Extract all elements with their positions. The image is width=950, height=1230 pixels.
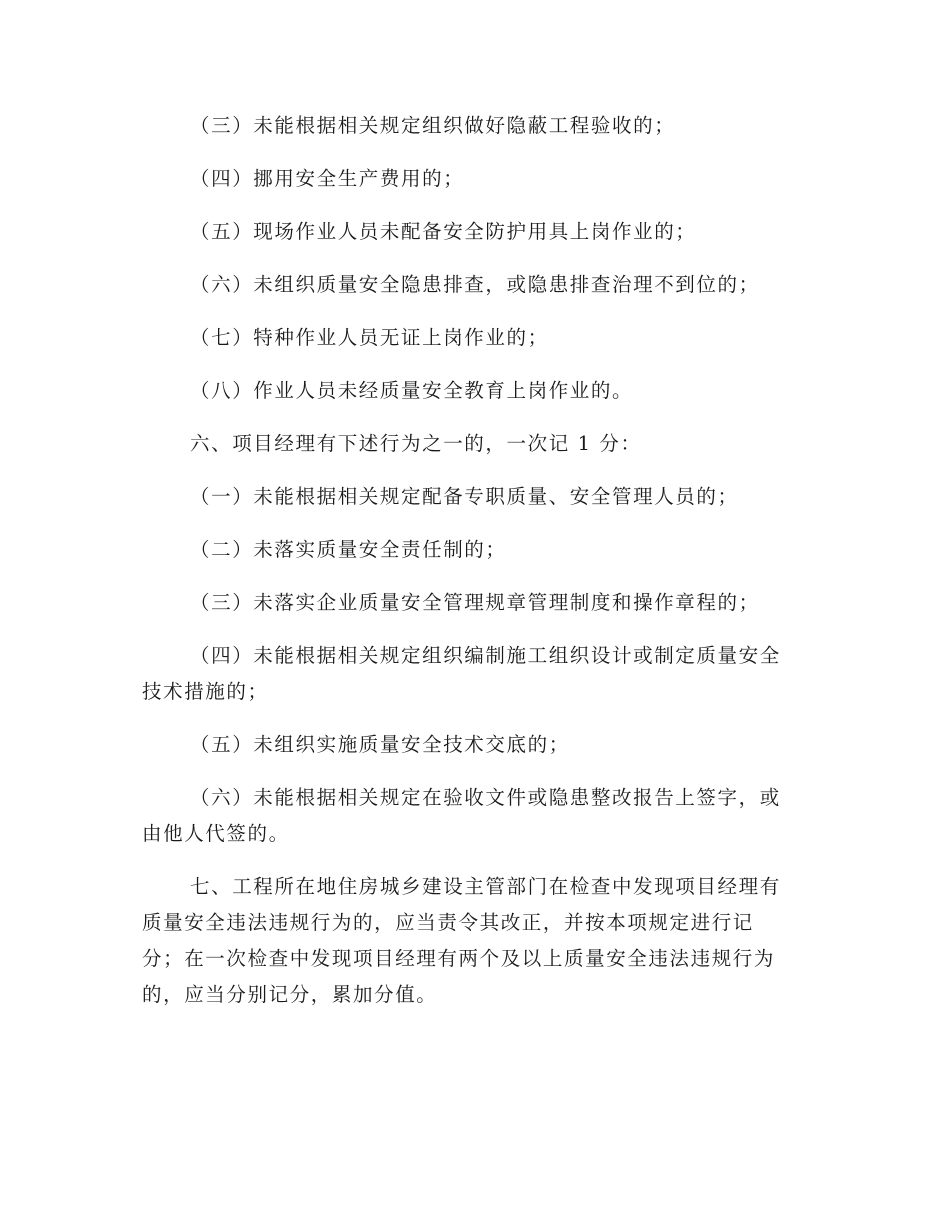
section-six-item-1: （一）未能根据相关规定配备专职质量、安全管理人员的； (190, 485, 739, 508)
section-six-item-3: （三）未落实企业质量安全管理规章管理制度和操作章程的； (190, 591, 760, 614)
section-six-item-6 (142, 780, 802, 869)
section-six-item-6-line-1: （六）未能根据相关规定在验收文件或隐患整改报告上签字，或 (190, 786, 781, 809)
list-item-3: （三）未能根据相关规定组织做好隐蔽工程验收的； (190, 114, 676, 137)
list-item-6: （六）未组织质量安全隐患排查，或隐患排查治理不到位的； (190, 273, 760, 296)
section-seven-line-4: 的，应当分别记分，累加分值。 (142, 983, 438, 1006)
list-item-8: （八）作业人员未经质量安全教育上岗作业的。 (190, 379, 634, 402)
section-seven-line-3: 分；在一次检查中发现项目经理有两个及以上质量安全违法违规行为 (142, 947, 776, 970)
section-six-item-6-line-2: 由他人代签的。 (142, 822, 290, 845)
list-item-7: （七）特种作业人员无证上岗作业的； (190, 326, 549, 349)
list-item-4: （四）挪用安全生产费用的； (190, 167, 465, 190)
section-six-heading: 六、项目经理有下述行为之一的，一次记 1 分： (190, 432, 642, 455)
section-seven-line-1: 七、工程所在地住房城乡建设主管部门在检查中发现项目经理有 (190, 875, 781, 898)
list-item-5: （五）现场作业人员未配备安全防护用具上岗作业的； (190, 220, 697, 243)
section-seven-line-2: 质量安全违法违规行为的，应当责令其改正，并按本项规定进行记 (142, 911, 754, 934)
section-six-item-2: （二）未落实质量安全责任制的； (190, 538, 507, 561)
document-page (142, 108, 802, 1013)
section-six-item-4-line-1: （四）未能根据相关规定组织编制施工组织设计或制定质量安全 (190, 644, 781, 667)
section-seven-paragraph (142, 869, 802, 1013)
section-six-item-4-line-2: 技术措施的； (142, 680, 269, 703)
section-six-item-5: （五）未组织实施质量安全技术交底的； (190, 733, 570, 756)
section-six-item-4 (142, 638, 802, 727)
